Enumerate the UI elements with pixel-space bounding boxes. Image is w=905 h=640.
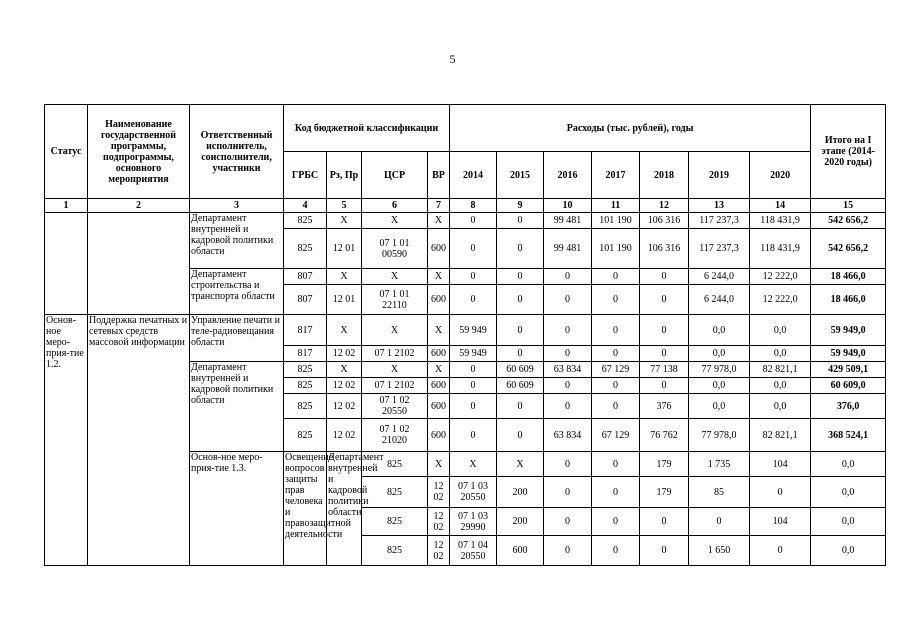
y2015-cell: 60 609 bbox=[497, 378, 544, 394]
header-row-top bbox=[45, 105, 886, 152]
y2014-cell: 0 bbox=[450, 362, 497, 378]
y2017-cell: 0 bbox=[592, 394, 640, 419]
y2018-cell: 106 316 bbox=[640, 229, 689, 269]
column-number: 7 bbox=[428, 199, 450, 213]
y2019-cell: 6 244,0 bbox=[689, 285, 750, 315]
y2014-cell: 0 bbox=[544, 477, 592, 508]
y2018-cell: 376 bbox=[640, 394, 689, 419]
y2014-cell: 0 bbox=[544, 536, 592, 566]
y2014-cell: 59 949 bbox=[450, 315, 497, 346]
y2018-cell: 104 bbox=[750, 508, 811, 536]
y2014-cell: 0 bbox=[544, 452, 592, 477]
row-total-cell: 542 656,2 bbox=[811, 229, 886, 269]
y2015-cell: 0 bbox=[497, 315, 544, 346]
y2019-cell: 117 237,3 bbox=[689, 229, 750, 269]
y2014-cell: 0 bbox=[450, 394, 497, 419]
table-row bbox=[45, 213, 886, 229]
y2020-cell: 12 222,0 bbox=[750, 269, 811, 285]
y2019-cell: 0,0 bbox=[689, 378, 750, 394]
y2015-cell: 0 bbox=[497, 419, 544, 452]
rzpr-cell: 12 02 bbox=[327, 394, 362, 419]
y2016-cell: 0 bbox=[640, 536, 689, 566]
y2016-cell: 0 bbox=[544, 346, 592, 362]
y2016-cell: 179 bbox=[640, 452, 689, 477]
executor-cell: Департамент внутренней и кадровой политики области bbox=[190, 213, 284, 269]
vr-cell: 600 bbox=[428, 346, 450, 362]
year-header: 2019 bbox=[689, 152, 750, 199]
y2017-cell: 0 bbox=[689, 508, 750, 536]
y2016-cell: 0 bbox=[544, 269, 592, 285]
y2017-cell: 67 129 bbox=[592, 362, 640, 378]
y2014-cell: 0 bbox=[544, 508, 592, 536]
csr-cell: 07 1 04 20550 bbox=[450, 536, 497, 566]
status-cell: Основ-ное меро-прия-тие 1.2. bbox=[45, 315, 88, 566]
y2019-cell: 0,0 bbox=[811, 477, 886, 508]
csr-cell: 07 1 03 29990 bbox=[450, 508, 497, 536]
name-header: Наименование государственной программы, подпрограммы, основного мероприятия bbox=[88, 105, 190, 199]
column-number: 14 bbox=[750, 199, 811, 213]
grbs-cell: 825 bbox=[284, 394, 327, 419]
y2018-cell: 106 316 bbox=[640, 213, 689, 229]
y2014-cell: 0 bbox=[450, 378, 497, 394]
executor-cell: Управление печати и теле-радиовещания области bbox=[190, 315, 284, 362]
y2017-cell: 0 bbox=[592, 378, 640, 394]
row-total-cell: 368 524,1 bbox=[811, 419, 886, 452]
y2017-cell: 85 bbox=[689, 477, 750, 508]
y2020-cell: 0,0 bbox=[750, 315, 811, 346]
y2017-cell: 0 bbox=[592, 315, 640, 346]
csr-cell: Х bbox=[362, 269, 428, 285]
name-cell: Освещение вопросов защиты прав человека и правозащитной деятельности bbox=[284, 452, 327, 566]
csr-cell: Х bbox=[450, 452, 497, 477]
column-number: 2 bbox=[88, 199, 190, 213]
csr-cell: 07 1 03 20550 bbox=[450, 477, 497, 508]
y2020-cell: 118 431,9 bbox=[750, 229, 811, 269]
executor-cell: Департамент внутренней и кадровой политики области bbox=[327, 452, 362, 566]
y2016-cell: 99 481 bbox=[544, 213, 592, 229]
y2014-cell: 0 bbox=[450, 419, 497, 452]
name-cell bbox=[88, 213, 190, 315]
y2014-cell: 0 bbox=[450, 213, 497, 229]
y2014-cell: 0 bbox=[450, 269, 497, 285]
grbs-cell: 825 bbox=[362, 477, 428, 508]
y2019-cell: 0,0 bbox=[811, 536, 886, 566]
y2018-cell: 76 762 bbox=[640, 419, 689, 452]
column-number: 12 bbox=[640, 199, 689, 213]
csr-cell: 07 1 01 22110 bbox=[362, 285, 428, 315]
csr-header: ЦСР bbox=[362, 152, 428, 199]
y2017-cell: 67 129 bbox=[592, 419, 640, 452]
year-header: 2015 bbox=[497, 152, 544, 199]
vr-header: ВР bbox=[428, 152, 450, 199]
rzpr-cell: 12 01 bbox=[327, 285, 362, 315]
status-header: Статус bbox=[45, 105, 88, 199]
csr-cell: 07 1 02 21020 bbox=[362, 419, 428, 452]
y2015-cell: 0 bbox=[497, 346, 544, 362]
row-total-cell: 429 509,1 bbox=[811, 362, 886, 378]
year-header: 2017 bbox=[592, 152, 640, 199]
y2019-cell: 0,0 bbox=[811, 508, 886, 536]
rzpr-cell: 12 02 bbox=[428, 508, 450, 536]
csr-cell: 07 1 01 00590 bbox=[362, 229, 428, 269]
y2019-cell: 6 244,0 bbox=[689, 269, 750, 285]
vr-cell: Х bbox=[497, 452, 544, 477]
row-total-cell: 59 949,0 bbox=[811, 315, 886, 346]
grbs-cell: 825 bbox=[362, 536, 428, 566]
vr-cell: Х bbox=[428, 213, 450, 229]
vr-cell: Х bbox=[428, 362, 450, 378]
grbs-cell: 825 bbox=[284, 362, 327, 378]
y2018-cell: 0 bbox=[750, 477, 811, 508]
row-total-cell: 542 656,2 bbox=[811, 213, 886, 229]
csr-cell: 07 1 2102 bbox=[362, 346, 428, 362]
y2015-cell: 0 bbox=[592, 477, 640, 508]
year-header: 2016 bbox=[544, 152, 592, 199]
y2016-cell: 63 834 bbox=[544, 362, 592, 378]
column-numbers-row bbox=[45, 199, 886, 213]
executor-header: Ответственный исполнитель, соисполнители, участники bbox=[190, 105, 284, 199]
expenses-header: Расходы (тыс. рублей), годы bbox=[450, 105, 811, 152]
y2019-cell: 0,0 bbox=[689, 394, 750, 419]
y2015-cell: 0 bbox=[497, 394, 544, 419]
y2017-cell: 1 735 bbox=[689, 452, 750, 477]
grbs-cell: 807 bbox=[284, 285, 327, 315]
column-number: 15 bbox=[811, 199, 886, 213]
y2014-cell: 59 949 bbox=[450, 346, 497, 362]
y2018-cell: 0 bbox=[640, 315, 689, 346]
column-number: 5 bbox=[327, 199, 362, 213]
executor-cell: Департамент строительства и транспорта области bbox=[190, 269, 284, 315]
executor-cell: Департамент внутренней и кадровой политики области bbox=[190, 362, 284, 452]
y2019-cell: 0,0 bbox=[689, 315, 750, 346]
csr-cell: Х bbox=[362, 362, 428, 378]
rzpr-cell: 12 02 bbox=[327, 419, 362, 452]
y2017-cell: 101 190 bbox=[592, 213, 640, 229]
budget-code-header: Код бюджетной классификации bbox=[284, 105, 450, 152]
y2017-cell: 0 bbox=[592, 269, 640, 285]
vr-cell: Х bbox=[428, 315, 450, 346]
y2014-cell: 0 bbox=[450, 229, 497, 269]
row-total-cell: 376,0 bbox=[811, 394, 886, 419]
status-cell bbox=[45, 213, 88, 315]
csr-cell: 07 1 2102 bbox=[362, 378, 428, 394]
table-row bbox=[45, 315, 886, 346]
y2019-cell: 0,0 bbox=[689, 346, 750, 362]
grbs-cell: 825 bbox=[284, 419, 327, 452]
y2017-cell: 101 190 bbox=[592, 229, 640, 269]
rzpr-cell: 12 01 bbox=[327, 229, 362, 269]
y2017-cell: 0 bbox=[592, 346, 640, 362]
y2019-cell: 77 978,0 bbox=[689, 362, 750, 378]
column-number: 6 bbox=[362, 199, 428, 213]
y2016-cell: 0 bbox=[544, 394, 592, 419]
csr-cell: Х bbox=[362, 213, 428, 229]
y2016-cell: 0 bbox=[544, 378, 592, 394]
grbs-cell: 825 bbox=[284, 378, 327, 394]
column-number: 11 bbox=[592, 199, 640, 213]
rzpr-cell: 12 02 bbox=[327, 378, 362, 394]
y2020-cell: 82 821,1 bbox=[750, 362, 811, 378]
column-number: 13 bbox=[689, 199, 750, 213]
page-number: 5 bbox=[449, 52, 456, 66]
vr-cell: 600 bbox=[428, 378, 450, 394]
csr-cell: 07 1 02 20550 bbox=[362, 394, 428, 419]
y2015-cell: 0 bbox=[497, 285, 544, 315]
name-cell: Поддержка печатных и сетевых средств массовой информации bbox=[88, 315, 190, 566]
vr-cell: 600 bbox=[428, 419, 450, 452]
column-number: 4 bbox=[284, 199, 327, 213]
row-total-cell: 59 949,0 bbox=[811, 346, 886, 362]
y2018-cell: 0 bbox=[640, 346, 689, 362]
grbs-cell: 807 bbox=[284, 269, 327, 285]
y2015-cell: 60 609 bbox=[497, 362, 544, 378]
y2016-cell: 99 481 bbox=[544, 229, 592, 269]
total-header: Итого на I этапе (2014-2020 годы) bbox=[811, 105, 886, 199]
grbs-cell: 825 bbox=[284, 229, 327, 269]
row-total-cell: 60 609,0 bbox=[811, 378, 886, 394]
y2019-cell: 0,0 bbox=[811, 452, 886, 477]
vr-cell: 200 bbox=[497, 508, 544, 536]
y2016-cell: 0 bbox=[640, 508, 689, 536]
y2018-cell: 0 bbox=[640, 269, 689, 285]
vr-cell: 600 bbox=[428, 229, 450, 269]
column-number: 10 bbox=[544, 199, 592, 213]
y2020-cell: 118 431,9 bbox=[750, 213, 811, 229]
row-total-cell: 18 466,0 bbox=[811, 269, 886, 285]
y2015-cell: 0 bbox=[497, 269, 544, 285]
y2020-cell: 0,0 bbox=[750, 378, 811, 394]
vr-cell: 600 bbox=[497, 536, 544, 566]
column-number: 8 bbox=[450, 199, 497, 213]
year-header: 2018 bbox=[640, 152, 689, 199]
y2018-cell: 0 bbox=[750, 536, 811, 566]
grbs-cell: 825 bbox=[362, 452, 428, 477]
y2016-cell: 0 bbox=[544, 285, 592, 315]
year-header: 2014 bbox=[450, 152, 497, 199]
csr-cell: Х bbox=[362, 315, 428, 346]
y2018-cell: 77 138 bbox=[640, 362, 689, 378]
y2019-cell: 77 978,0 bbox=[689, 419, 750, 452]
budget-table bbox=[44, 104, 886, 566]
grbs-cell: 825 bbox=[362, 508, 428, 536]
grbs-header: ГРБС bbox=[284, 152, 327, 199]
y2017-cell: 1 650 bbox=[689, 536, 750, 566]
y2015-cell: 0 bbox=[592, 452, 640, 477]
rzpr-cell: Х bbox=[327, 362, 362, 378]
y2016-cell: 63 834 bbox=[544, 419, 592, 452]
rzpr-header: Рз, Пр bbox=[327, 152, 362, 199]
rzpr-cell: 12 02 bbox=[428, 477, 450, 508]
year-header: 2020 bbox=[750, 152, 811, 199]
vr-cell: 600 bbox=[428, 394, 450, 419]
rzpr-cell: Х bbox=[327, 315, 362, 346]
y2015-cell: 0 bbox=[592, 508, 640, 536]
y2020-cell: 12 222,0 bbox=[750, 285, 811, 315]
y2018-cell: 0 bbox=[640, 378, 689, 394]
status-cell: Основ-ное меро-прия-тие 1.3. bbox=[190, 452, 284, 566]
vr-cell: 600 bbox=[428, 285, 450, 315]
y2019-cell: 117 237,3 bbox=[689, 213, 750, 229]
rzpr-cell: Х bbox=[327, 269, 362, 285]
vr-cell: 200 bbox=[497, 477, 544, 508]
y2015-cell: 0 bbox=[592, 536, 640, 566]
y2014-cell: 0 bbox=[450, 285, 497, 315]
rzpr-cell: 12 02 bbox=[428, 536, 450, 566]
y2020-cell: 0,0 bbox=[750, 346, 811, 362]
y2015-cell: 0 bbox=[497, 213, 544, 229]
grbs-cell: 817 bbox=[284, 315, 327, 346]
rzpr-cell: Х bbox=[428, 452, 450, 477]
y2018-cell: 0 bbox=[640, 285, 689, 315]
grbs-cell: 817 bbox=[284, 346, 327, 362]
row-total-cell: 18 466,0 bbox=[811, 285, 886, 315]
column-number: 9 bbox=[497, 199, 544, 213]
grbs-cell: 825 bbox=[284, 213, 327, 229]
y2020-cell: 0,0 bbox=[750, 394, 811, 419]
y2015-cell: 0 bbox=[497, 229, 544, 269]
column-number: 3 bbox=[190, 199, 284, 213]
column-number: 1 bbox=[45, 199, 88, 213]
y2018-cell: 104 bbox=[750, 452, 811, 477]
vr-cell: Х bbox=[428, 269, 450, 285]
y2016-cell: 0 bbox=[544, 315, 592, 346]
y2017-cell: 0 bbox=[592, 285, 640, 315]
y2016-cell: 179 bbox=[640, 477, 689, 508]
rzpr-cell: Х bbox=[327, 213, 362, 229]
rzpr-cell: 12 02 bbox=[327, 346, 362, 362]
y2020-cell: 82 821,1 bbox=[750, 419, 811, 452]
